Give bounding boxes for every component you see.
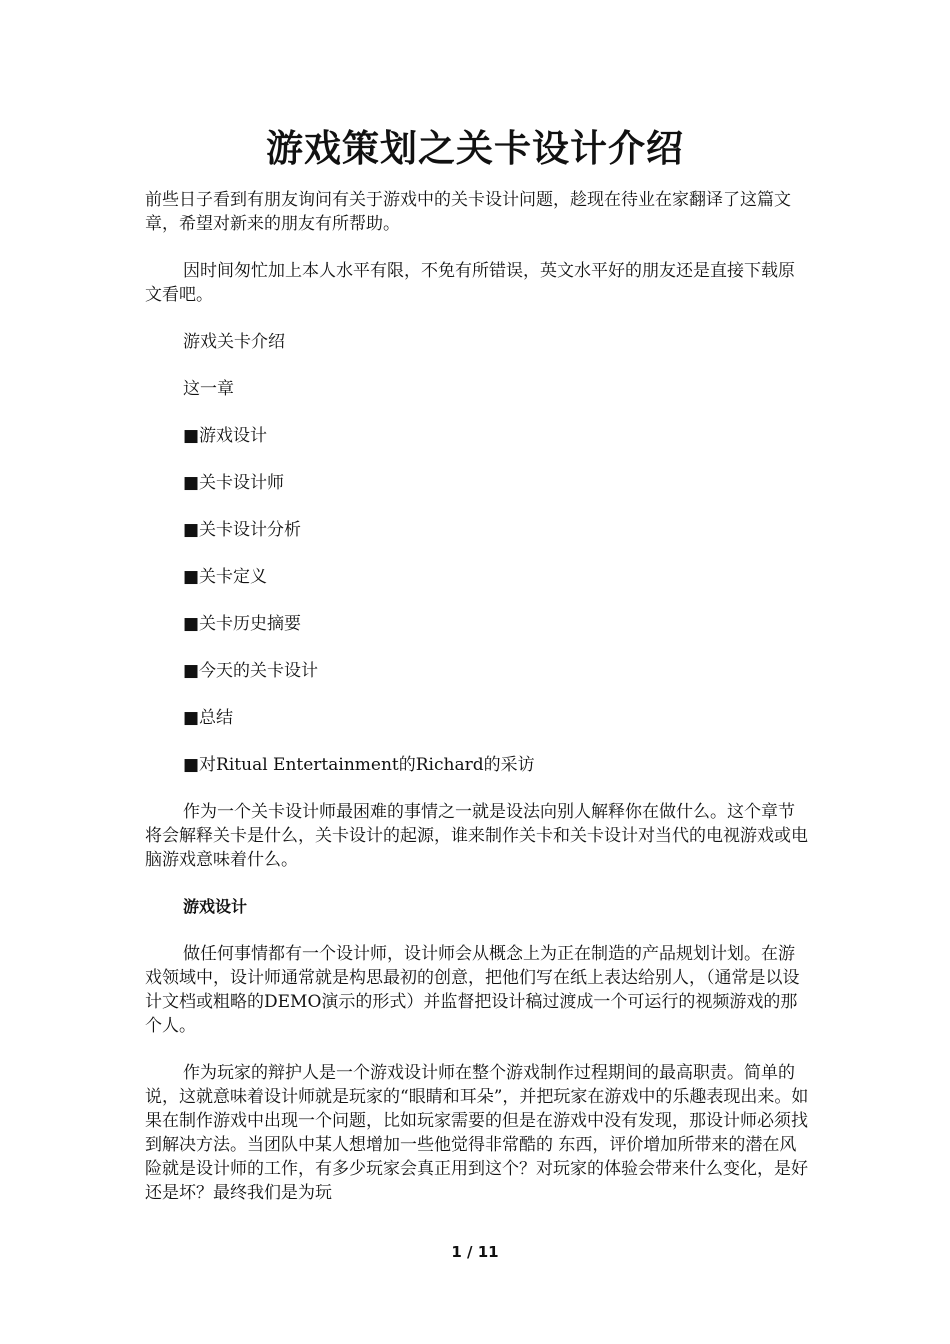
chapter-title: 游戏关卡介绍 <box>183 332 285 352</box>
paragraph-preface: 前些日子看到有朋友询问有关于游戏中的关卡设计问题，趁现在待业在家翻译了这篇文章，希望对新来的朋友有所帮助。 <box>145 190 791 234</box>
paragraph-designer: 做任何事情都有一个设计师，设计师会从概念上为正在制造的产品规划计划。在游戏领域中，设计师通常就是构思最初的创意，把他们写在纸上表达给别人，（通常是以设计文档或粗略的DEMO演示的形式）并监督把设计稿过渡成一个可运行的视频游戏的那个人。 <box>145 944 800 1036</box>
page-number: 1 / 11 <box>451 1243 499 1261</box>
chapter-item: ■总结 <box>183 708 234 728</box>
chapter-item: ■今天的关卡设计 <box>183 661 319 681</box>
chapter-item: ■游戏设计 <box>183 426 268 446</box>
paragraph-advocate: 作为玩家的辩护人是一个游戏设计师在整个游戏制作过程期间的最高职责。简单的说，这就意味着设计师就是玩家的“眼睛和耳朵”，并把玩家在游戏中的乐趣表现出来。如果在制作游戏中出现一个问题，比如玩家需要的但是在游戏中没有发现，那设计师必须找到解决方法。当团队中某人想增加一些他觉得非常酷的 东西，评价增加所带来的潜在风险就是设计师的工作，有多少玩家会真正用到这个？对玩家的体验会带来什么变化，是好还是坏？最终我们是为玩 <box>145 1063 809 1203</box>
document-body <box>145 188 810 1228</box>
document-title: 游戏策划之关卡设计介绍 <box>266 127 684 170</box>
paragraph-intro: 作为一个关卡设计师最困难的事情之一就是设法向别人解释你在做什么。这个章节将会解释关卡是什么，关卡设计的起源，谁来制作关卡和关卡设计对当代的电视游戏或电脑游戏意味着什么。 <box>145 802 808 870</box>
chapter-item: ■关卡定义 <box>183 567 268 587</box>
chapter-item: ■关卡设计分析 <box>183 520 302 540</box>
chapter-item: ■关卡历史摘要 <box>183 614 302 634</box>
section-heading: 游戏设计 <box>183 897 248 916</box>
chapter-item: ■关卡设计师 <box>183 473 285 493</box>
chapter-item: ■对Ritual Entertainment的Richard的采访 <box>183 755 535 775</box>
chapter-label: 这一章 <box>183 379 234 399</box>
paragraph-disclaimer: 因时间匆忙加上本人水平有限，不免有所错误，英文水平好的朋友还是直接下载原文看吧。 <box>145 261 795 305</box>
